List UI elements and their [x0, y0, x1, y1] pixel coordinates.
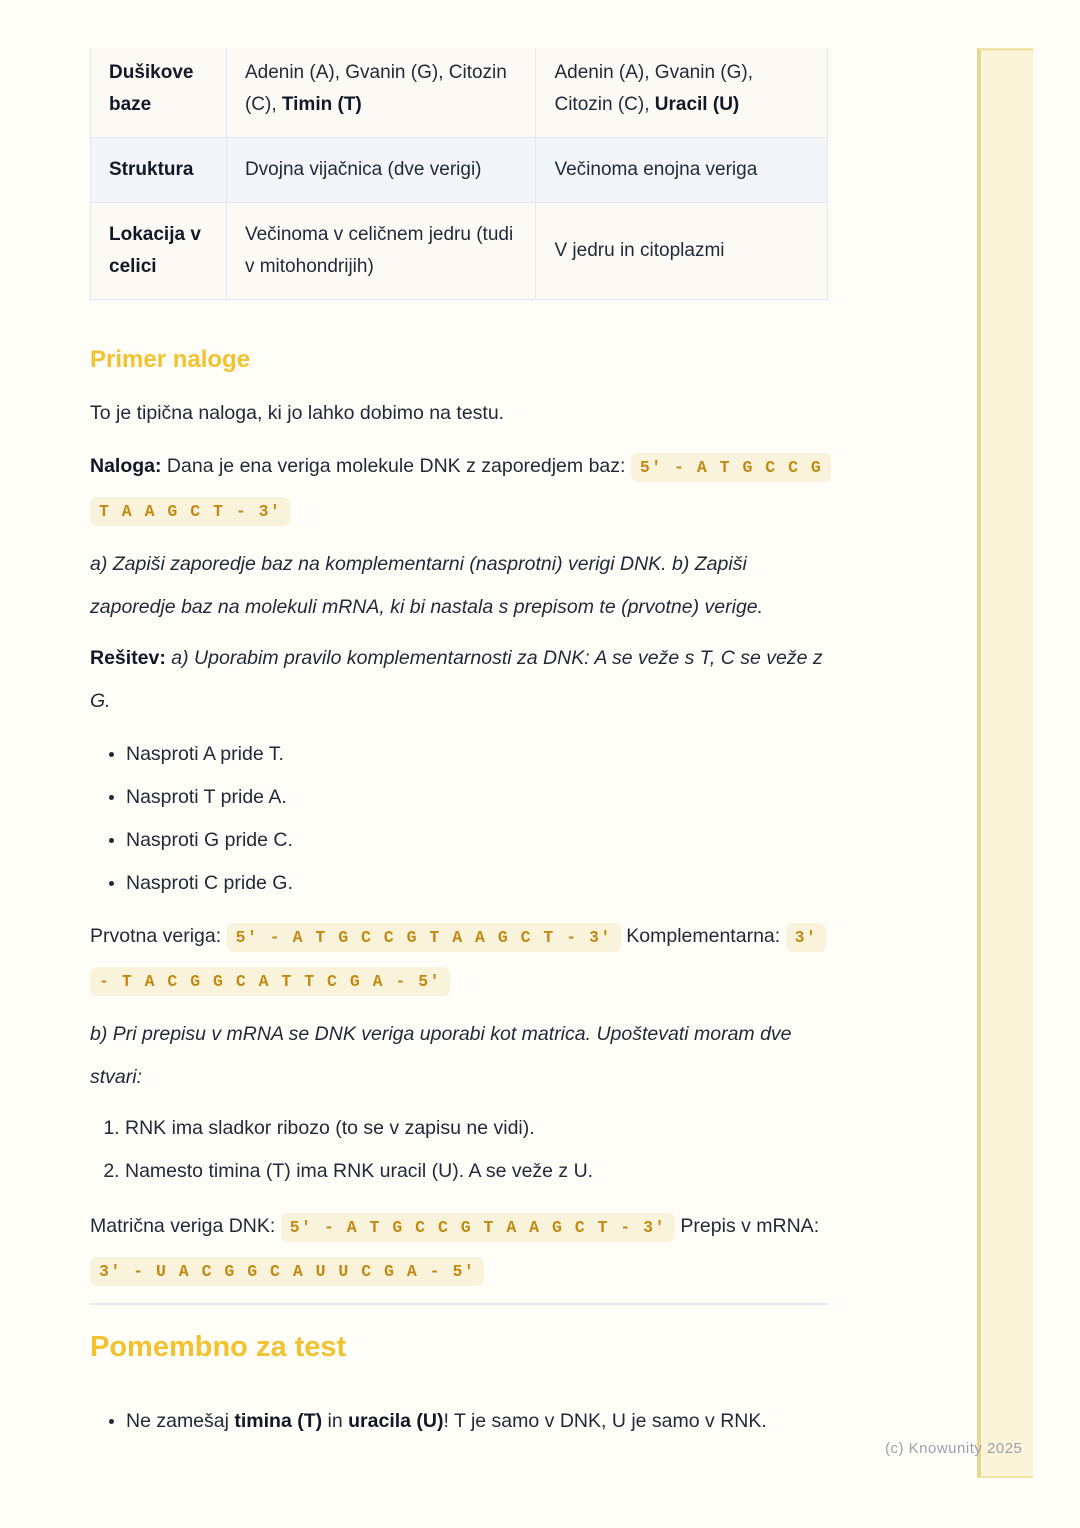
prvotna-label: Prvotna veriga:	[90, 925, 227, 947]
rnk-cell: V jedru in citoplazmi	[536, 203, 828, 300]
list-item: • Nasproti A pride T.	[126, 733, 828, 776]
table-row-struktura	[91, 138, 828, 203]
cell-text-bold: Uracil (U)	[654, 94, 740, 115]
rnk-cell: Večinoma enojna veriga	[536, 138, 828, 203]
important-bold-uracil: uracila (U)	[348, 1410, 444, 1432]
document-page	[90, 48, 828, 1453]
task-ab-paragraph: a) Zapiši zaporedje baz na komplementarni (nasprotni) verigi DNK. b) Zapiši zaporedje baz na molekuli mRNA, ki bi nastala s prepisom te (prvotne) verige.	[90, 553, 764, 618]
list-item: • Nasproti C pride G.	[126, 862, 828, 905]
important-post: ! T je samo v DNK, U je samo v RNK.	[443, 1410, 767, 1432]
dna-sequence-chip: 3' - T A C G G C A T T C G A - 5'	[90, 923, 826, 996]
pomembno-heading: Pomembno za test	[90, 1331, 347, 1363]
naloga-text: Dana je ena veriga molekule DNK z zaporedjem baz:	[161, 455, 631, 477]
primer-naloge-heading: Primer naloge	[90, 346, 251, 373]
prvotna-paragraph	[90, 915, 828, 1003]
resitev-text: a) Uporabim pravilo komplementarnosti za DNK: A se veže s T, C se veže z G.	[90, 647, 823, 712]
b-part-paragraph: b) Pri prepisu v mRNA se DNK veriga uporabi kot matrica. Upoštevati moram dve stvari:	[90, 1023, 792, 1088]
cell-text: Adenin (A), Gvanin (G), Citozin (C),	[244, 62, 507, 115]
section-divider	[90, 1303, 828, 1305]
intro-paragraph: To je tipična naloga, ki jo lahko dobimo na testu.	[90, 402, 505, 424]
important-list	[90, 1400, 828, 1443]
naloga-paragraph	[90, 445, 828, 533]
list-item: • Nasproti G pride C.	[126, 819, 828, 862]
list-item: • Nasproti T pride A.	[126, 776, 828, 819]
dnk-rnk-comparison-table	[90, 48, 828, 300]
dnk-cell	[226, 48, 536, 138]
list-item: 2. Namesto timina (T) ima RNK uracil (U). A se veže z U.	[125, 1150, 828, 1193]
row-label-cell: Dušikove baze	[91, 48, 227, 138]
cell-text: Adenin (A), Gvanin (G), Citozin (C),	[554, 62, 754, 115]
komplementarna-label: Komplementarna:	[620, 925, 786, 947]
copyright-watermark: (c) Knowunity 2025	[885, 1440, 1023, 1457]
important-bold-timin: timina (T)	[234, 1410, 323, 1432]
row-label-cell: Struktura	[91, 138, 227, 203]
row-label-cell: Lokacija v celici	[91, 203, 227, 300]
dna-sequence-chip: 5' - A T G C C G T A A G C T - 3'	[281, 1213, 675, 1242]
rnk-cell	[536, 48, 828, 138]
matricna-paragraph	[90, 1205, 828, 1293]
naloga-label: Naloga:	[90, 455, 162, 477]
dnk-cell: Večinoma v celičnem jedru (tudi v mitohondrijih)	[226, 203, 536, 300]
table-row-lokacija	[91, 203, 828, 300]
dnk-cell: Dvojna vijačnica (dve verigi)	[226, 138, 536, 203]
matricna-label: Matrična veriga DNK:	[90, 1215, 281, 1237]
rna-sequence-chip: 3' - U A C G G C A U U C G A - 5'	[90, 1257, 484, 1286]
table-row-baze	[91, 48, 828, 138]
complement-rules-list	[90, 733, 828, 905]
important-mid: in	[322, 1410, 349, 1432]
list-item	[126, 1400, 828, 1443]
prepis-label: Prepis v mRNA:	[675, 1215, 820, 1237]
dna-sequence-chip: 5' - A T G C C G T A A G C T - 3'	[227, 923, 621, 952]
dna-sequence-chip: 5' - A T G C C G T A A G C T - 3'	[90, 453, 831, 526]
transcription-steps-list	[90, 1107, 828, 1193]
resitev-paragraph	[90, 637, 828, 723]
side-stripe	[977, 48, 1033, 1478]
cell-text-bold: Timin (T)	[281, 94, 362, 115]
resitev-label: Rešitev:	[90, 647, 166, 669]
important-pre: Ne zamešaj	[126, 1410, 235, 1432]
list-item: 1. RNK ima sladkor ribozo (to se v zapisu ne vidi).	[125, 1107, 828, 1150]
